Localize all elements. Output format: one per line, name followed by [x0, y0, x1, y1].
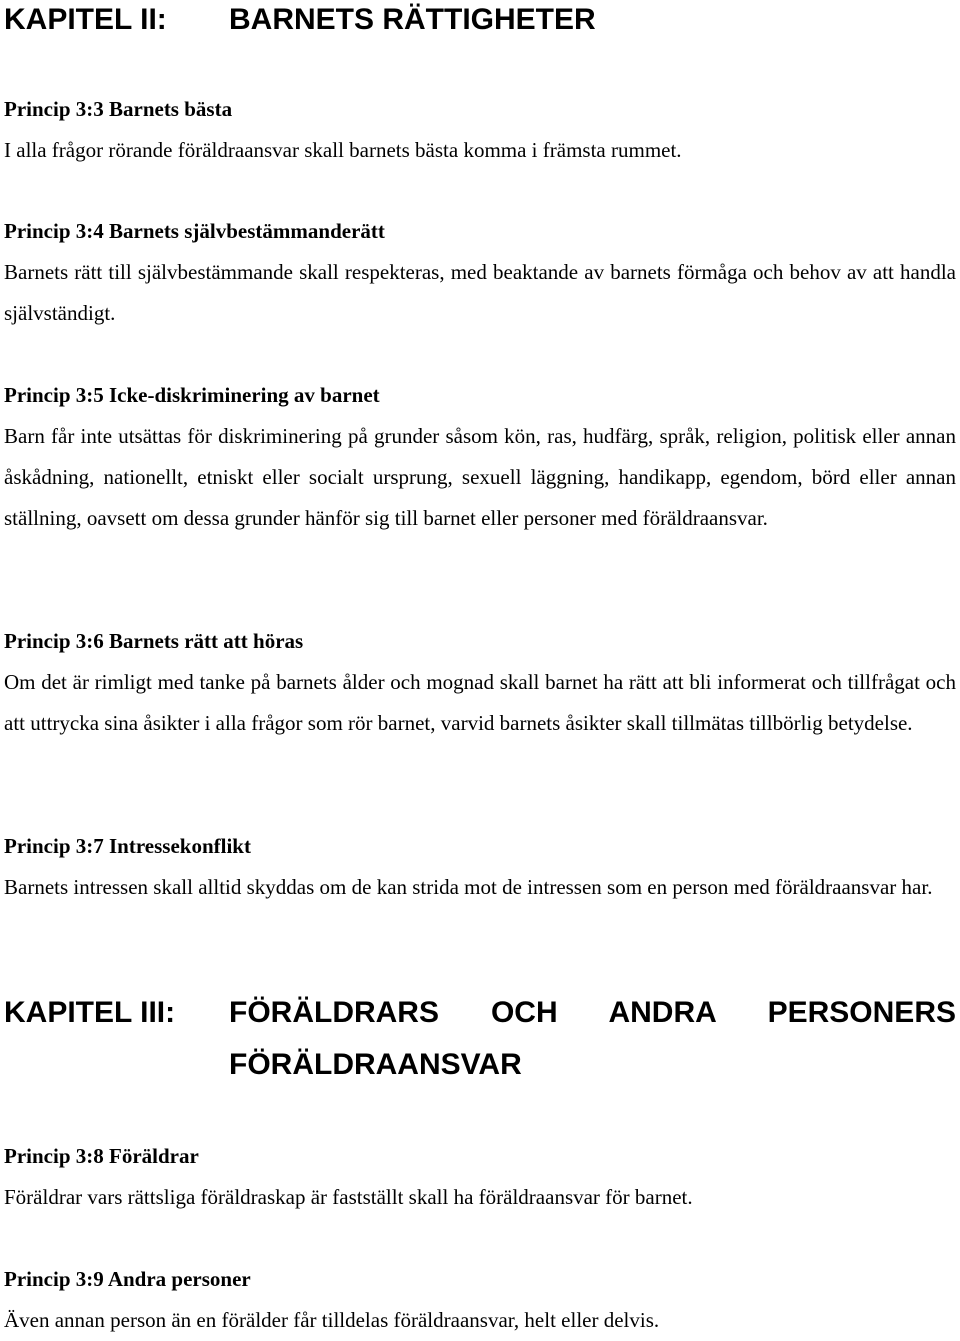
principle-heading: Princip 3:6 Barnets rätt att höras — [4, 629, 304, 653]
principle-heading: Princip 3:3 Barnets bästa — [4, 97, 233, 121]
chapter-title — [229, 0, 956, 46]
principle-heading: Princip 3:5 Icke-diskriminering av barnet — [4, 383, 380, 407]
principle-text: Barn får inte utsättas för diskriminering på grunder såsom kön, ras, hudfärg, språk, religion, politisk eller annan åskådning, nationellt, etniskt eller socialt ursprung, sexuell läggning, handikapp, egendom, börd eller annan ställning, oavsett om dessa grunder hänför sig till barnet eller personer med föräldraansvar. — [4, 424, 956, 530]
chapter-number: KAPITEL II: — [4, 3, 167, 36]
principle-3-3 — [4, 89, 956, 171]
chapter-number: KAPITEL III: — [4, 996, 176, 1029]
principle-3-9 — [4, 1259, 956, 1341]
principle-text: Barnets rätt till självbestämmande skall respekteras, med beaktande av barnets förmåga och behov av att handla självständigt. — [4, 260, 956, 325]
principle-heading: Princip 3:4 Barnets självbestämmanderätt — [4, 219, 385, 243]
principle-heading: Princip 3:7 Intressekonflikt — [4, 834, 251, 858]
principle-text: I alla frågor rörande föräldraansvar skall barnets bästa komma i främsta rummet. — [4, 138, 682, 162]
chapter-title-line: FÖRÄLDRAANSVAR — [229, 1048, 522, 1081]
principle-3-4 — [4, 211, 956, 334]
principle-3-8 — [4, 1136, 956, 1218]
principle-heading: Princip 3:9 Andra personer — [4, 1267, 251, 1291]
principle-3-5 — [4, 375, 956, 539]
principle-text: Om det är rimligt med tanke på barnets ålder och mognad skall barnet ha rätt att bli informerat och tillfrågat och att uttrycka sina åsikter i alla frågor som rör barnet, varvid barnets åsikter skall tillmätas tillbörlig betydelse. — [4, 670, 956, 735]
principle-text: Även annan person än en förälder får tilldelas föräldraansvar, helt eller delvis. — [4, 1308, 660, 1332]
chapter-title-line: FÖRÄLDRARS OCH ANDRA PERSONERS — [229, 996, 956, 1029]
principle-text: Barnets intressen skall alltid skyddas om de kan strida mot de intressen som en person med föräldraansvar har. — [4, 875, 933, 899]
principle-3-6 — [4, 621, 956, 744]
chapter-title-line: BARNETS RÄTTIGHETER — [229, 3, 596, 36]
chapter-title — [229, 987, 956, 1091]
principle-3-7 — [4, 826, 956, 908]
principle-text: Föräldrar vars rättsliga föräldraskap är fastställt skall ha föräldraansvar för barnet. — [4, 1185, 693, 1209]
principle-heading: Princip 3:8 Föräldrar — [4, 1144, 199, 1168]
